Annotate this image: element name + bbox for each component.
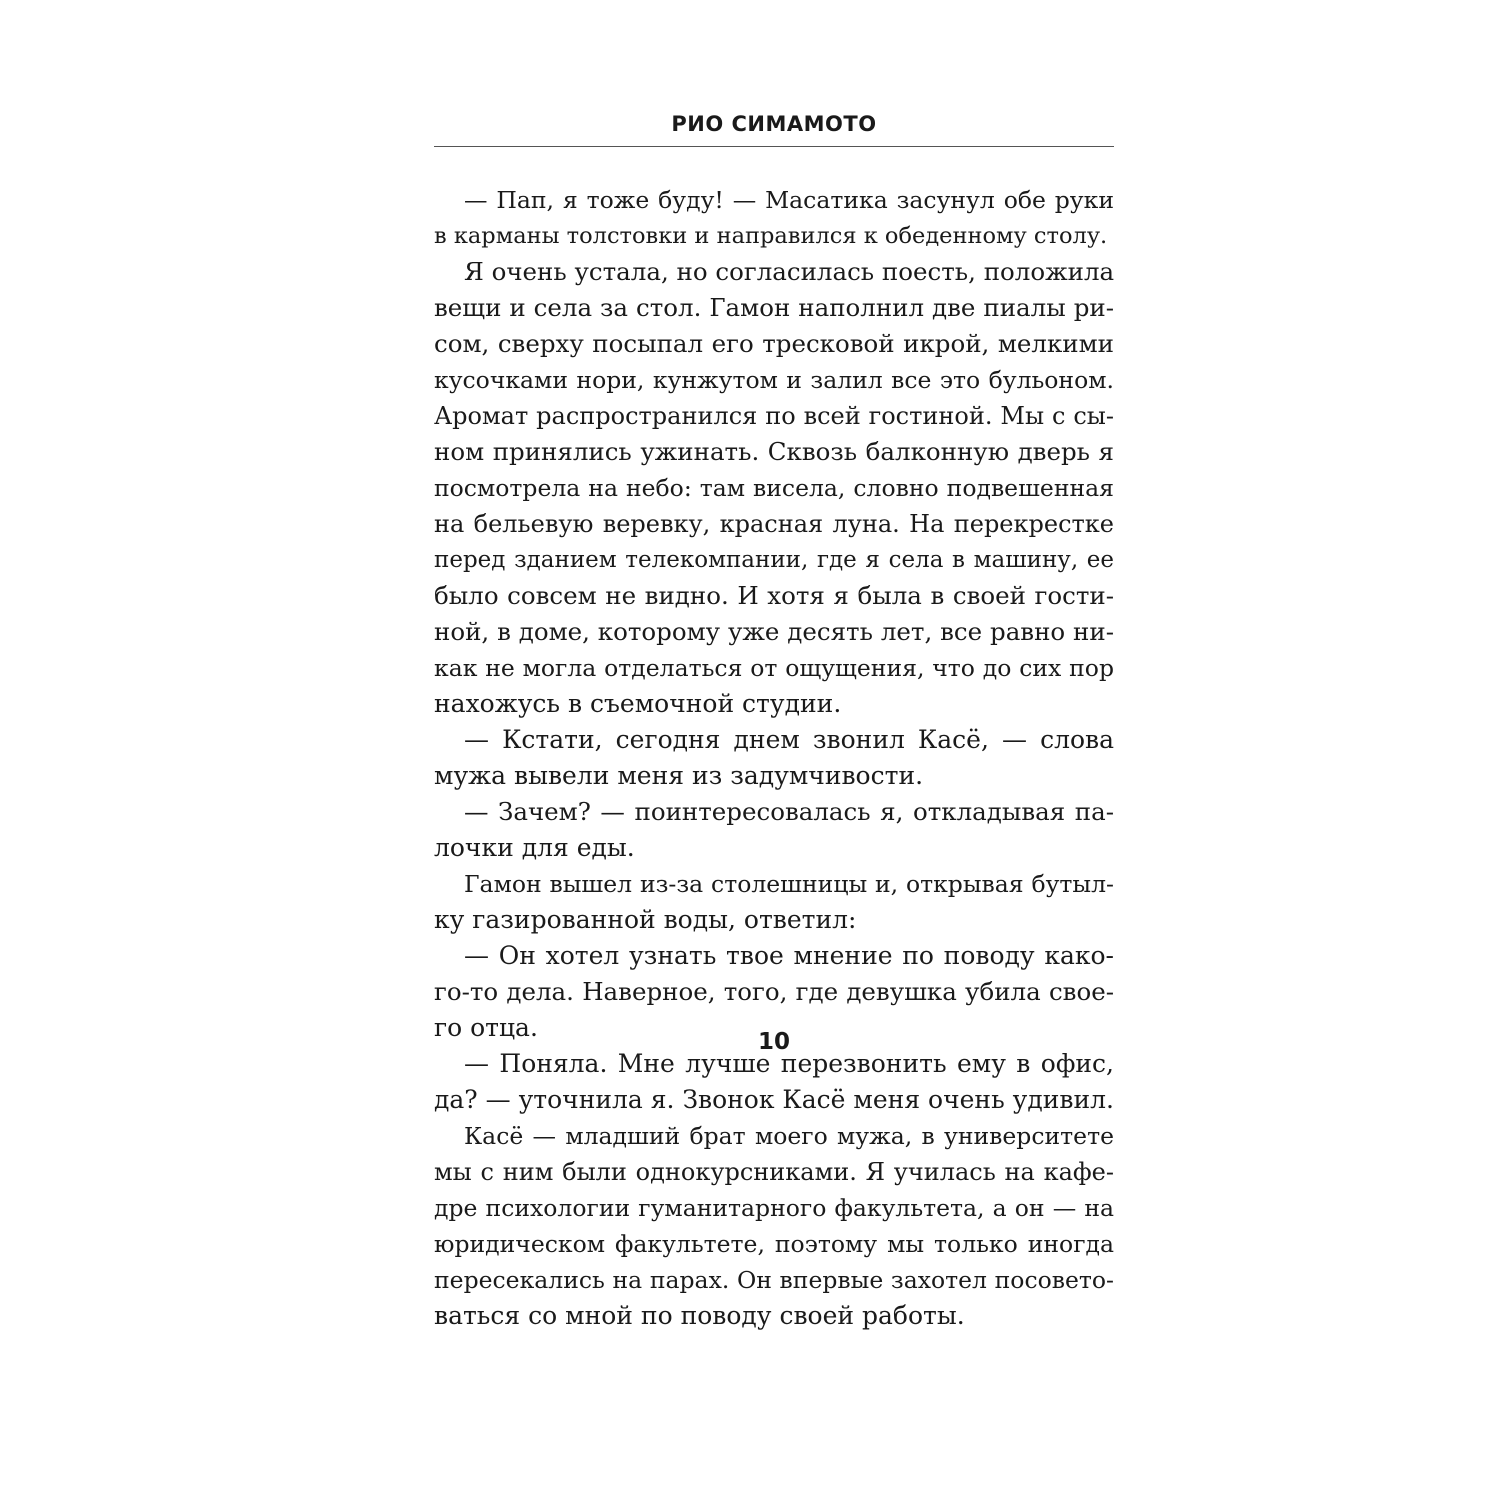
text-line: Гамон вышел из-за столешницы и, открывая бутыл- <box>464 870 1114 898</box>
text-line: Я очень устала, но согласилась поесть, положила <box>464 257 1114 286</box>
page-number: 10 <box>757 1029 790 1055</box>
text-line: кусочками нори, кунжутом и залил все это бульоном. <box>434 366 1114 394</box>
header-rule <box>434 146 1114 147</box>
text-line: ку газированной воды, ответил: <box>434 905 857 934</box>
text-line: лочки для еды. <box>434 833 635 862</box>
text-line: го-то дела. Наверное, того, где девушка убила свое- <box>434 977 1114 1006</box>
text-line: го отца. <box>434 1013 538 1042</box>
text-line: в карманы толстовки и направился к обеденному столу. <box>434 223 1108 249</box>
text-line: — Поняла. Мне лучше перезвонить ему в офис, <box>464 1049 1114 1078</box>
text-line: ваться со мной по поводу своей работы. <box>434 1301 965 1330</box>
text-line: как не могла отделаться от ощущения, что до сих пор <box>434 654 1114 682</box>
text-line: пересекались на парах. Он впервые захотел посовето- <box>434 1266 1114 1294</box>
text-line: перед зданием телекомпании, где я села в машину, ее <box>434 547 1114 573</box>
text-line: мы с ним были однокурсниками. Я училась на кафе- <box>434 1158 1114 1186</box>
book-page <box>434 0 1114 1500</box>
text-line: Аромат распространился по всей гостиной. Мы с сы- <box>434 402 1114 430</box>
text-line: было совсем не видно. И хотя я была в своей гости- <box>434 581 1114 610</box>
text-line: — Пап, я тоже буду! — Масатика засунул обе руки <box>464 186 1114 214</box>
text-line: Касё — младший брат моего мужа, в университете <box>464 1122 1114 1150</box>
text-line: мужа вывели меня из задумчивости. <box>434 761 924 790</box>
text-line: ной, в доме, которому уже десять лет, все равно ни- <box>434 617 1114 646</box>
text-line: вещи и села за стол. Гамон наполнил две пиалы ри- <box>434 293 1114 322</box>
running-head-author: РИО СИМАМОТО <box>671 112 877 136</box>
text-line: да? — уточнила я. Звонок Касё меня очень удивил. <box>434 1085 1114 1114</box>
text-line: — Зачем? — поинтересовалась я, откладывая па- <box>464 797 1114 826</box>
text-line: сом, сверху посыпал его тресковой икрой, мелкими <box>434 329 1114 358</box>
text-line: дре психологии гуманитарного факультета, а он — на <box>434 1194 1114 1222</box>
body-text <box>434 182 1114 1334</box>
text-line: на бельевую веревку, красная луна. На перекрестке <box>434 510 1114 538</box>
text-line: ном принялись ужинать. Сквозь балконную дверь я <box>434 437 1114 466</box>
text-line: — Кстати, сегодня днем звонил Касё, — слова <box>464 725 1114 754</box>
text-line: посмотрела на небо: там висела, словно подвешенная <box>434 474 1114 502</box>
text-line: юридическом факультете, поэтому мы только иногда <box>434 1230 1114 1258</box>
text-line: нахожусь в съемочной студии. <box>434 689 842 718</box>
text-line: — Он хотел узнать твое мнение по поводу како- <box>464 941 1114 970</box>
